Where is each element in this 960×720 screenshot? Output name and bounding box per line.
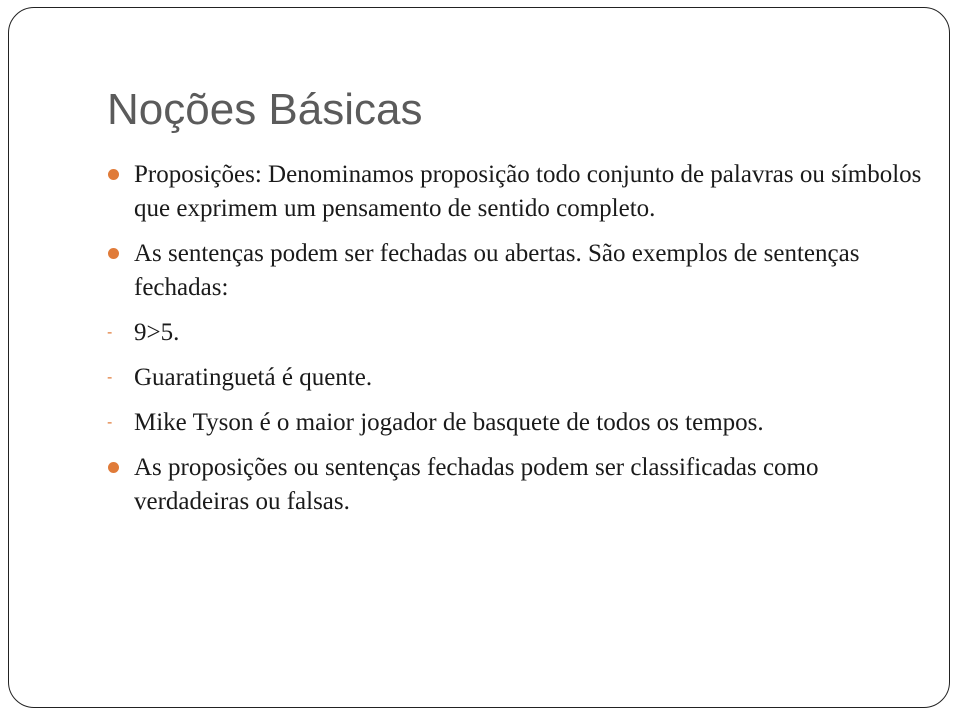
dash-item [107, 361, 927, 395]
bullet-dot-icon [108, 462, 119, 473]
bullet-text: Proposições: Denominamos proposição todo conjunto de palavras ou símbolos que exprimem um pensamento de sentido completo. [134, 161, 922, 222]
bullet-list [107, 158, 927, 530]
bullet-item [107, 451, 927, 519]
dash-item [107, 406, 927, 440]
bullet-item [107, 158, 927, 226]
dash-marker: - [107, 414, 113, 431]
dash-text: Guaratinguetá é quente. [134, 364, 373, 391]
dash-text: 9>5. [134, 319, 180, 346]
bullet-text: As proposições ou sentenças fechadas podem ser classificadas como verdadeiras ou falsas. [134, 454, 819, 515]
bullet-text: As sentenças podem ser fechadas ou abertas. São exemplos de sentenças fechadas: [134, 240, 860, 301]
dash-marker: - [107, 324, 113, 341]
slide-title: Noções Básicas [107, 85, 423, 134]
dash-item [107, 316, 927, 350]
dash-marker: - [107, 369, 113, 386]
bullet-dot-icon [108, 169, 119, 180]
bullet-dot-icon [108, 248, 119, 259]
dash-text: Mike Tyson é o maior jogador de basquete de todos os tempos. [134, 409, 764, 436]
bullet-item [107, 237, 927, 305]
